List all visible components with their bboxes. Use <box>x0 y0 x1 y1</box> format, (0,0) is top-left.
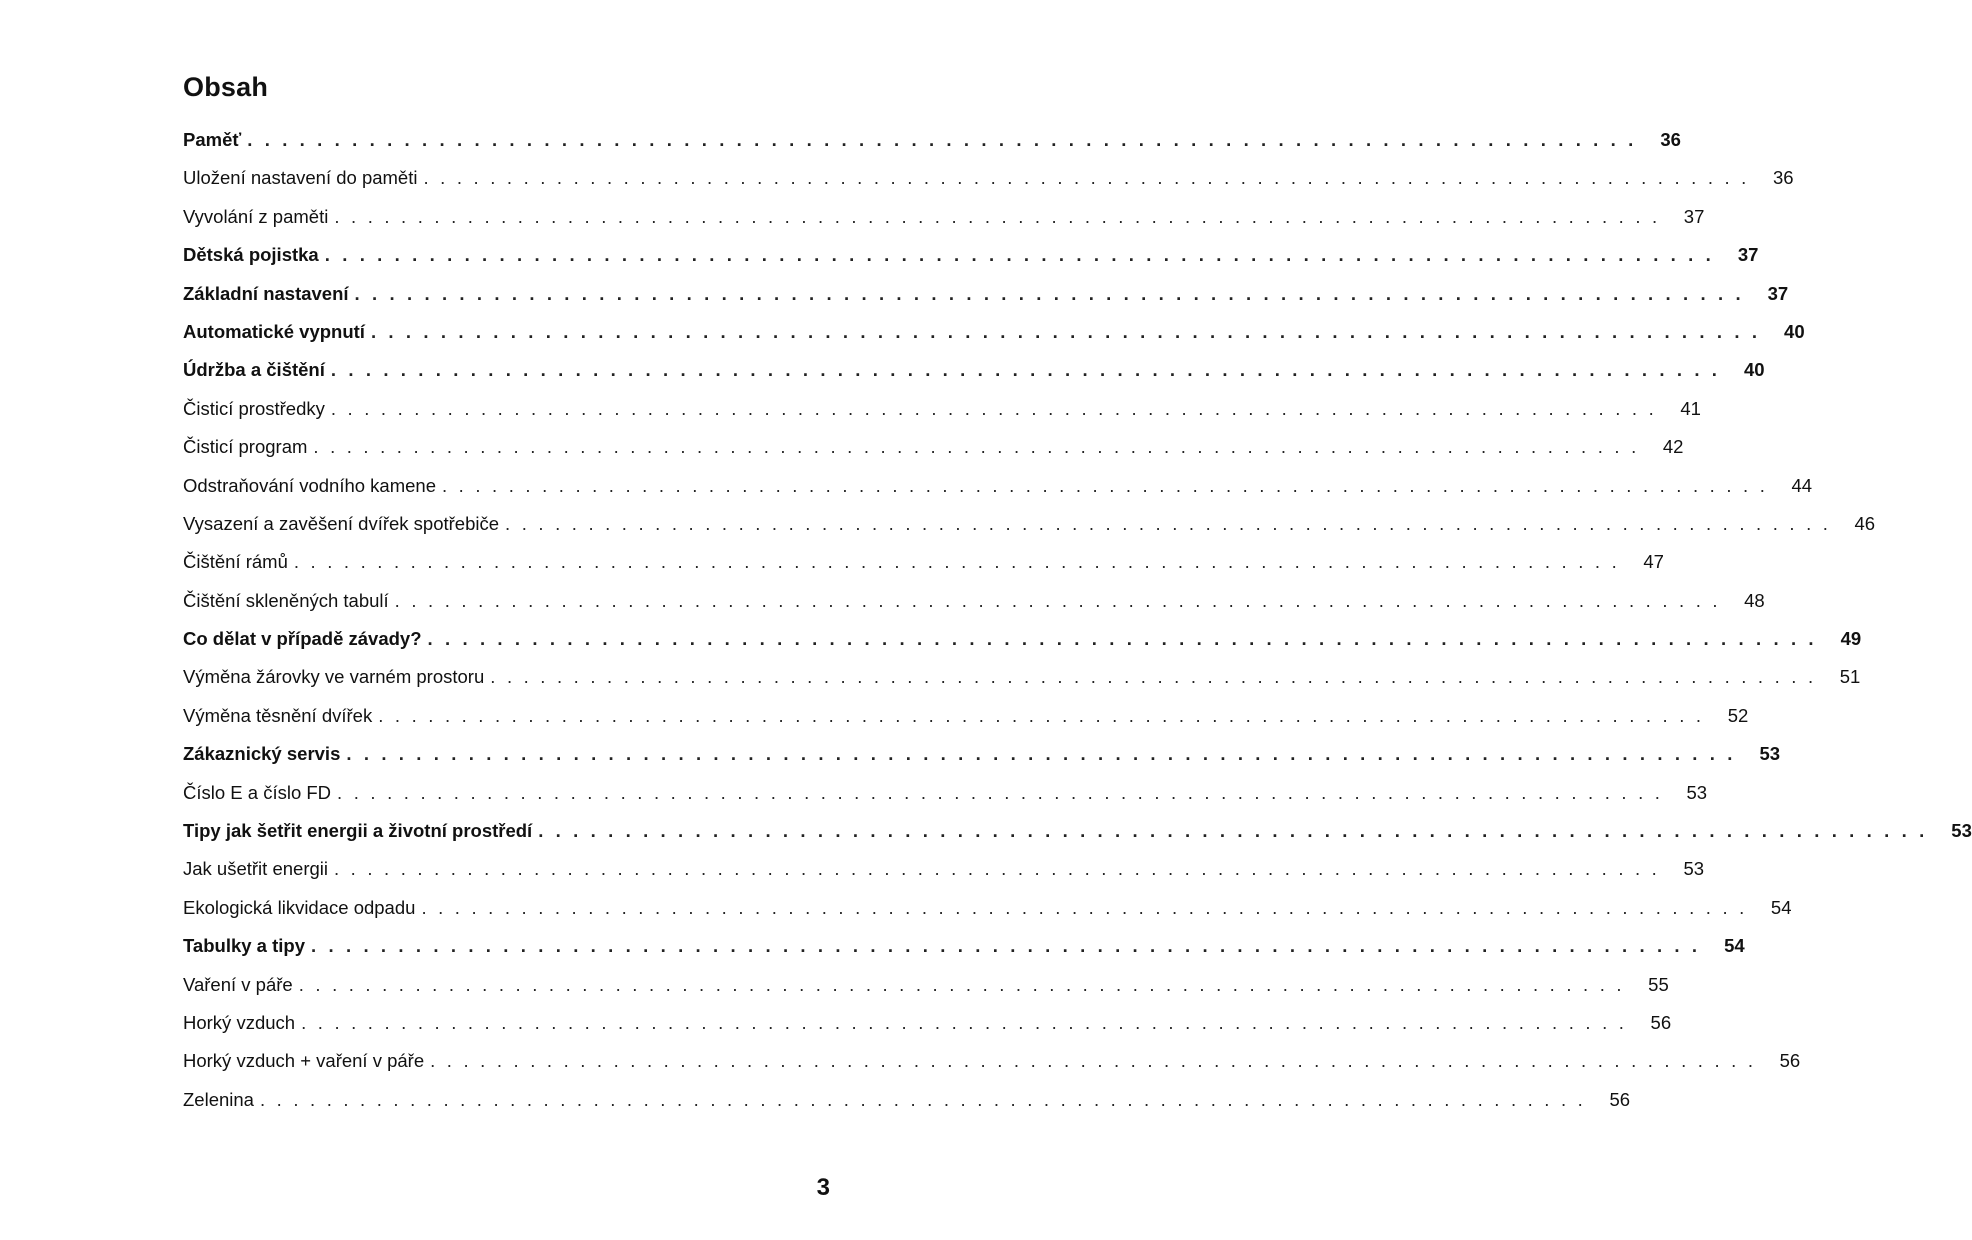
toc-entry-label: Zákaznický servis <box>183 743 341 765</box>
toc-entry-label: Tipy jak šetřit energii a životní prostředí <box>183 820 533 842</box>
toc-entry-page: 40 <box>1784 320 1805 342</box>
toc-dot-leader: . . . . . . . . . . . . . . . . . . . . . . . . . . . . . . . . . . . . . . . . . . . . . . . . . . . . . . . . . . . . . . . . . . . . . . . . . . . . . . . . <box>430 1050 1757 1072</box>
toc-dot-leader: . . . . . . . . . . . . . . . . . . . . . . . . . . . . . . . . . . . . . . . . . . . . . . . . . . . . . . . . . . . . . . . . . . . . . . . . . . . . . . . . <box>247 129 1637 150</box>
toc-section-entry[interactable] <box>183 927 1745 965</box>
toc-section-entry[interactable] <box>183 121 1681 159</box>
toc-entry-page: 47 <box>1643 551 1664 573</box>
toc-dot-leader: . . . . . . . . . . . . . . . . . . . . . . . . . . . . . . . . . . . . . . . . . . . . . . . . . . . . . . . . . . . . . . . . . . . . . . . . . . . . . . . . <box>330 359 1721 381</box>
toc-entry-label: Výměna těsnění dvířek <box>183 704 373 726</box>
toc-entry-page: 48 <box>1744 589 1765 611</box>
toc-dot-leader: . . . . . . . . . . . . . . . . . . . . . . . . . . . . . . . . . . . . . . . . . . . . . . . . . . . . . . . . . . . . . . . . . . . . . . . . . . . . . . . . <box>442 474 1769 496</box>
page-number: 3 <box>816 1174 830 1201</box>
toc-entry-page: 53 <box>1686 781 1708 803</box>
toc-entry-label: Vaření v páře <box>183 973 293 995</box>
toc-section-entry[interactable] <box>183 313 1805 351</box>
toc-dot-leader: . . . . . . . . . . . . . . . . . . . . . . . . . . . . . . . . . . . . . . . . . . . . . . . . . . . . . . . . . . . . . . . . . . . . . . . . . . . . . . . . <box>313 436 1640 458</box>
toc-entry-label: Čisticí program <box>183 436 308 458</box>
toc-dot-leader: . . . . . . . . . . . . . . . . . . . . . . . . . . . . . . . . . . . . . . . . . . . . . . . . . . . . . . . . . . . . . . . . . . . . . . . . . . . . . . . . <box>259 1088 1587 1110</box>
toc-section-entry[interactable] <box>183 351 1765 389</box>
toc-section-entry[interactable] <box>183 275 1789 313</box>
toc-entry-page: 56 <box>1609 1088 1631 1110</box>
toc-dot-leader: . . . . . . . . . . . . . . . . . . . . . . . . . . . . . . . . . . . . . . . . . . . . . . . . . . . . . . . . . . . . . . . . . . . . . . . . . . . . . . . . <box>333 858 1661 880</box>
toc-entry-page: 40 <box>1743 359 1765 381</box>
toc-dot-leader: . . . . . . . . . . . . . . . . . . . . . . . . . . . . . . . . . . . . . . . . . . . . . . . . . . . . . . . . . . . . . . . . . . . . . . . . . . . . . . . . <box>421 896 1748 918</box>
toc-entry-page: 41 <box>1680 397 1701 419</box>
toc-subsection-entry[interactable] <box>183 658 1861 696</box>
toc-entry-page: 37 <box>1683 205 1705 227</box>
toc-dot-leader: . . . . . . . . . . . . . . . . . . . . . . . . . . . . . . . . . . . . . . . . . . . . . . . . . . . . . . . . . . . . . . . . . . . . . . . . . . . . . . . . <box>311 935 1701 957</box>
toc-dot-leader: . . . . . . . . . . . . . . . . . . . . . . . . . . . . . . . . . . . . . . . . . . . . . . . . . . . . . . . . . . . . . . . . . . . . . . . . . . . . . . . . <box>370 320 1761 342</box>
toc-dot-leader: . . . . . . . . . . . . . . . . . . . . . . . . . . . . . . . . . . . . . . . . . . . . . . . . . . . . . . . . . . . . . . . . . . . . . . . . . . . . . . . . <box>427 628 1818 650</box>
toc-dot-leader: . . . . . . . . . . . . . . . . . . . . . . . . . . . . . . . . . . . . . . . . . . . . . . . . . . . . . . . . . . . . . . . . . . . . . . . . . . . . . . . . <box>490 666 1817 688</box>
toc-dot-leader: . . . . . . . . . . . . . . . . . . . . . . . . . . . . . . . . . . . . . . . . . . . . . . . . . . . . . . . . . . . . . . . . . . . . . . . . . . . . . . . . <box>324 244 1715 266</box>
toc-dot-leader: . . . . . . . . . . . . . . . . . . . . . . . . . . . . . . . . . . . . . . . . . . . . . . . . . . . . . . . . . . . . . . . . . . . . . . . . . . . . . . . . <box>301 1011 1628 1033</box>
toc-subsection-entry[interactable] <box>183 505 1876 543</box>
toc-entry-label: Základní nastavení <box>183 282 349 304</box>
toc-entry-page: 53 <box>1683 858 1705 880</box>
toc-entry-label: Dětská pojistka <box>183 244 319 266</box>
toc-entry-page: 46 <box>1854 512 1876 534</box>
toc-entry-label: Vyvolání z paměti <box>183 205 329 227</box>
toc-dot-leader: . . . . . . . . . . . . . . . . . . . . . . . . . . . . . . . . . . . . . . . . . . . . . . . . . . . . . . . . . . . . . . . . . . . . . . . . . . . . . . . . <box>394 589 1721 611</box>
table-of-contents <box>183 121 1972 1119</box>
toc-subsection-entry[interactable] <box>183 889 1792 927</box>
toc-entry-label: Číslo E a číslo FD <box>183 781 332 803</box>
toc-entry-page: 49 <box>1840 628 1862 650</box>
toc-entry-label: Horký vzduch <box>183 1011 296 1033</box>
toc-entry-label: Čištění rámů <box>183 551 288 573</box>
toc-entry-label: Odstraňování vodního kamene <box>183 474 436 496</box>
toc-entry-page: 54 <box>1770 896 1792 918</box>
toc-entry-label: Čištění skleněných tabulí <box>183 589 389 611</box>
toc-entry-page: 44 <box>1791 474 1813 496</box>
toc-entry-page: 36 <box>1660 129 1681 150</box>
toc-entry-label: Jak ušetřit energii <box>183 858 328 880</box>
toc-subsection-entry[interactable] <box>183 1004 1672 1042</box>
toc-entry-label: Tabulky a tipy <box>183 935 305 957</box>
toc-entry-label: Ekologická likvidace odpadu <box>183 896 416 918</box>
toc-entry-page: 37 <box>1737 244 1759 266</box>
toc-entry-page: 37 <box>1767 282 1789 304</box>
toc-dot-leader: . . . . . . . . . . . . . . . . . . . . . . . . . . . . . . . . . . . . . . . . . . . . . . . . . . . . . . . . . . . . . . . . . . . . . . . . . . . . . . . . <box>330 397 1657 419</box>
toc-dot-leader: . . . . . . . . . . . . . . . . . . . . . . . . . . . . . . . . . . . . . . . . . . . . . . . . . . . . . . . . . . . . . . . . . . . . . . . . . . . . . . . . <box>334 205 1661 227</box>
toc-section-entry[interactable] <box>183 236 1759 274</box>
toc-entry-label: Zelenina <box>183 1088 254 1110</box>
toc-subsection-entry[interactable] <box>183 543 1664 581</box>
toc-dot-leader: . . . . . . . . . . . . . . . . . . . . . . . . . . . . . . . . . . . . . . . . . . . . . . . . . . . . . . . . . . . . . . . . . . . . . . . . . . . . . . . . <box>346 743 1737 765</box>
toc-section-entry[interactable] <box>183 620 1862 658</box>
toc-entry-page: 56 <box>1650 1011 1672 1033</box>
toc-dot-leader: . . . . . . . . . . . . . . . . . . . . . . . . . . . . . . . . . . . . . . . . . . . . . . . . . . . . . . . . . . . . . . . . . . . . . . . . . . . . . . . . <box>505 512 1832 534</box>
toc-section-entry[interactable] <box>183 735 1781 773</box>
toc-subsection-entry[interactable] <box>183 850 1705 888</box>
toc-entry-page: 42 <box>1662 436 1684 458</box>
toc-entry-label: Horký vzduch + vaření v páře <box>183 1050 425 1072</box>
toc-entry-label: Výměna žárovky ve varném prostoru <box>183 666 485 688</box>
toc-subsection-entry[interactable] <box>183 582 1765 620</box>
toc-subsection-entry[interactable] <box>183 1042 1801 1080</box>
toc-subsection-entry[interactable] <box>183 428 1684 466</box>
toc-entry-label: Vysazení a zavěšení dvířek spotřebiče <box>183 512 500 534</box>
toc-subsection-entry[interactable] <box>183 774 1708 812</box>
toc-subsection-entry[interactable] <box>183 198 1705 236</box>
toc-entry-label: Automatické vypnutí <box>183 320 365 342</box>
toc-subsection-entry[interactable] <box>183 697 1749 735</box>
toc-dot-leader: . . . . . . . . . . . . . . . . . . . . . . . . . . . . . . . . . . . . . . . . . . . . . . . . . . . . . . . . . . . . . . . . . . . . . . . . . . . . . . . . <box>354 282 1745 304</box>
toc-subsection-entry[interactable] <box>183 467 1813 505</box>
toc-dot-leader: . . . . . . . . . . . . . . . . . . . . . . . . . . . . . . . . . . . . . . . . . . . . . . . . . . . . . . . . . . . . . . . . . . . . . . . . . . . . . . . . <box>298 973 1625 995</box>
toc-entry-page: 53 <box>1951 820 1972 842</box>
toc-dot-leader: . . . . . . . . . . . . . . . . . . . . . . . . . . . . . . . . . . . . . . . . . . . . . . . . . . . . . . . . . . . . . . . . . . . . . . . . . . . . . . . . <box>293 551 1620 573</box>
toc-subsection-entry[interactable] <box>183 1081 1631 1119</box>
toc-entry-label: Co dělat v případě závady? <box>183 628 422 650</box>
toc-entry-label: Čisticí prostředky <box>183 397 325 419</box>
toc-entry-page: 53 <box>1759 743 1781 765</box>
page-title: Obsah <box>183 72 269 103</box>
toc-dot-leader: . . . . . . . . . . . . . . . . . . . . . . . . . . . . . . . . . . . . . . . . . . . . . . . . . . . . . . . . . . . . . . . . . . . . . . . . . . . . . . . . <box>538 820 1928 842</box>
toc-entry-label: Údržba a čištění <box>183 359 325 381</box>
toc-entry-page: 51 <box>1839 666 1861 688</box>
toc-dot-leader: . . . . . . . . . . . . . . . . . . . . . . . . . . . . . . . . . . . . . . . . . . . . . . . . . . . . . . . . . . . . . . . . . . . . . . . . . . . . . . . . <box>423 167 1750 189</box>
toc-entry-page: 54 <box>1724 935 1745 957</box>
toc-entry-label: Uložení nastavení do paměti <box>183 167 418 189</box>
toc-entry-label: Paměť <box>183 129 242 150</box>
toc-entry-page: 56 <box>1779 1050 1801 1072</box>
toc-section-entry[interactable] <box>183 812 1972 850</box>
toc-subsection-entry[interactable] <box>183 966 1669 1004</box>
toc-subsection-entry[interactable] <box>183 390 1701 428</box>
toc-dot-leader: . . . . . . . . . . . . . . . . . . . . . . . . . . . . . . . . . . . . . . . . . . . . . . . . . . . . . . . . . . . . . . . . . . . . . . . . . . . . . . . . <box>378 704 1705 726</box>
toc-dot-leader: . . . . . . . . . . . . . . . . . . . . . . . . . . . . . . . . . . . . . . . . . . . . . . . . . . . . . . . . . . . . . . . . . . . . . . . . . . . . . . . . <box>337 781 1664 803</box>
toc-entry-page: 52 <box>1727 704 1749 726</box>
toc-subsection-entry[interactable] <box>183 159 1794 197</box>
toc-entry-page: 36 <box>1772 167 1794 189</box>
toc-entry-page: 55 <box>1648 973 1669 995</box>
